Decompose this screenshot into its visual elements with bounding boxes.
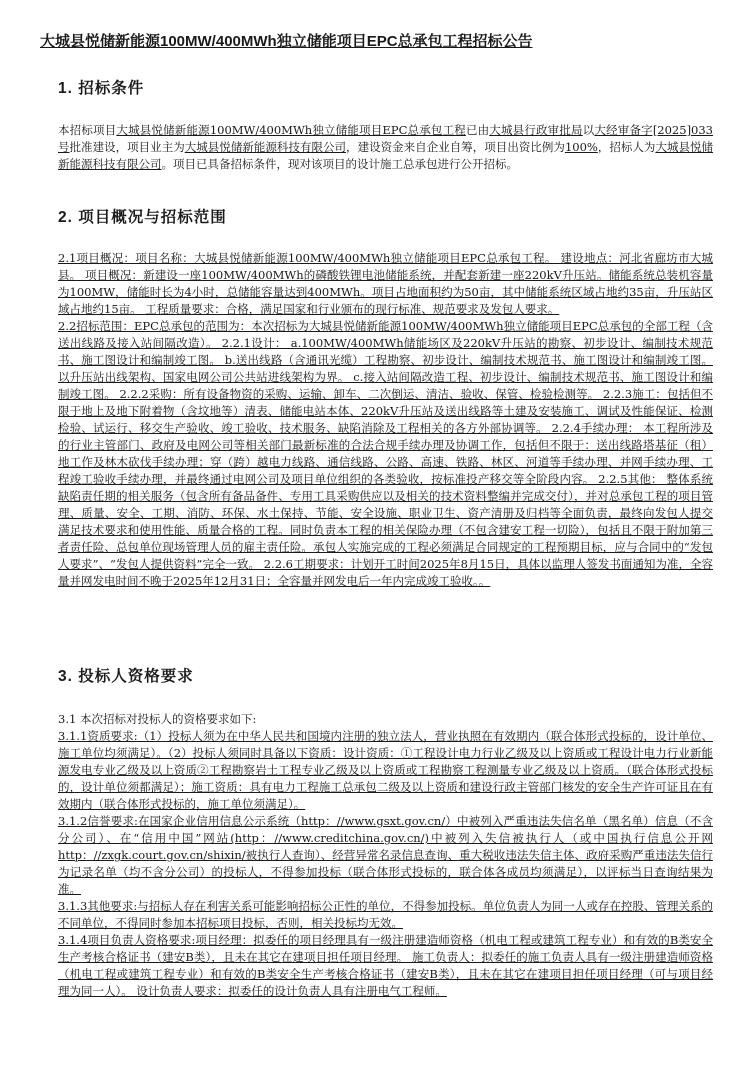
section-2-content: [58, 250, 713, 590]
section-heading-1: 1. 招标条件: [58, 80, 145, 97]
s1-tenderer: 大城县悦储新能源科技有限公司: [58, 140, 714, 171]
section-3-content: [58, 711, 713, 1000]
s1-text: 已由: [465, 123, 490, 137]
section-1-paragraph: [58, 122, 713, 173]
s1-text: 批准建设，项目业主为: [69, 140, 185, 154]
requirements-intro: 3.1 本次招标对投标人的资格要求如下:: [58, 712, 257, 726]
s1-owner: 大城县悦储新能源科技有限公司: [184, 140, 347, 154]
section-heading-2: 2. 项目概况与招标范围: [58, 209, 227, 226]
section-heading-3: 3. 投标人资格要求: [58, 668, 194, 685]
s1-text: 。项目已具备招标条件，现对该项目的设计施工总承包进行公开招标。: [161, 157, 518, 171]
requirement-credit: 3.1.2信誉要求:在国家企业信用信息公示系统（http：//www.gsxt.gov.cn/）中被列入严重违法失信名单（黑名单）信息（不含分公司）、在“信用中国”网站(http：//www.creditchina.gov.cn/)中被列入失信被执行人（或中国执行信息公开网http：//zxgk.court.gov.cn/shixin/被执行人查询）、经营异常名录信息查询、重大税收违法失信主体、政府采购严重违法失信行为记录名单（均不含分公司）的投标人，不得参加投标（联合体形式投标的，联合体各成员均须满足），以评标当日查询结果为准。: [58, 814, 713, 896]
s1-approver: 大城县行政审批局: [489, 123, 583, 137]
s1-text: 以: [582, 123, 595, 137]
s1-text: ，建设资金来自企业自筹，项目出资比例为: [346, 140, 565, 154]
s1-doc-no: 大经审备字[2025]033号: [58, 123, 714, 154]
s1-text: 本招标项目: [58, 123, 117, 137]
s1-project: 大城县悦储新能源100MW/400MWh独立储能项目EPC总承包工程: [116, 123, 466, 137]
s1-ratio: 100%: [564, 140, 598, 154]
requirement-qualification: 3.1.1资质要求:（1）投标人须为在中华人民共和国境内注册的独立法人，营业执照在有效期内（联合体形式投标的，设计单位、施工单位均须满足）。（2）投标人须同时具备以下资质：设计资质：①工程设计电力行业乙级及以上资质或工程设计电力行业新能源发电专业乙级及以上资质②工程勘察岩土工程专业乙级及以上资质或工程勘察工程测量专业乙级及以上资质。（联合体形式投标的，设计单位须都满足）；施工资质：具有电力工程施工总承包二级及以上资质和建设行政主管部门核发的安全生产许可证且在有效期内（联合体形式投标的，施工单位须满足）。: [58, 729, 713, 811]
project-overview: 2.1项目概况：项目名称：大城县悦储新能源100MW/400MWh独立储能项目EPC总承包工程。 建设地点：河北省廊坊市大城县。 项目概况：新建设一座100MW/400MWh的磷酸铁锂电池储能系统，并配套新建一座220kV升压站。储能系统总装机容量为100MW，储能时长为4小时，总储能容量达到400MWh。项目占地面积约为50亩，其中储能系统区域占地约35亩，升压站区域占地约15亩。 工程质量要求：合格，满足国家和行业颁布的现行标准、规范要求及发包人要求。: [58, 251, 713, 316]
document-title: 大城县悦储新能源100MW/400MWh独立储能项目EPC总承包工程招标公告: [40, 33, 533, 50]
requirement-personnel: 3.1.4项目负责人资格要求:项目经理：拟委任的项目经理具有一级注册建造师资格（机电工程或建筑工程专业）和有效的B类安全生产考核合格证书（建安B类），且未在其它在建项目担任项目经理。 施工负责人：拟委任的施工负责人具有一级注册建造师资格（机电工程或建筑工程专业）和有效的B类安全生产考核合格证书（建安B类），且未在其它在建项目担任项目经理（可与项目经理为同一人）。 设计负责人要求：拟委任的设计负责人具有注册电气工程师。: [58, 933, 713, 998]
requirement-other: 3.1.3其他要求:与招标人存在利害关系可能影响招标公正性的单位，不得参加投标。单位负责人为同一人或存在控股、管理关系的不同单位，不得同时参加本招标项目投标，否则，相关投标均无效。: [58, 899, 713, 930]
tender-scope: 2.2招标范围：EPC总承包的范围为：本次招标为大城县悦储新能源100MW/400MWh独立储能项目EPC总承包的全部工程（含送出线路及接入站间隔改造）。 2.2.1设计： a.100MW/400MWh储能场区及220kV升压站的勘察、初步设计、编制技术规范书、施工图设计和编制竣工图。 b.送出线路（含通讯光缆）工程勘察、初步设计、编制技术规范书、施工图设计和编制竣工图。以升压站出线架构、国家电网公司公共站进线架构为界。 c.接入站间隔改造工程、初步设计、编制技术规范书、施工图设计和编制竣工图。 2.2.2采购：所有设备物资的采购、运输、卸车、二次倒运、清洁、验收、保管、检验检测等。 2.2.3施工：包括但不限于地上及地下附着物（含坟地等）清表、储能电站本体、220kV升压站及送出线路等土建及安装施工、调试及性能保证、检测检验、试运行、移交生产验收、竣工验收、技术服务、缺陷消除及工程相关的各方外部协调等。 2.2.4手续办理： 本工程所涉及的行业主管部门、政府及电网公司等相关部门最新标准的合法合规手续办理及协调工作，包括但不限于：送出线路塔基征（租）地工作及林木砍伐手续办理；穿（跨）越电力线路、通信线路、公路、高速、铁路、林区、河道等手续办理、并网手续办理、工程竣工验收手续办理，并最终通过电网公司及项目单位组织的各类验收，按标准投产移交等全阶段内容。 2.2.5其他： 整体系统缺陷责任期的相关服务（包含所有备品备件、专用工具采购供应以及相关的技术资料整编并完成交付），并对总承包工程的项目管理、质量、安全、工期、消防、环保、水土保持、节能、安全设施、职业卫生、资产清册及归档等全面负责，最终向发包人提交满足技术要求和使用性能、质量合格的工程。同时负责本工程的相关保险办理（不包含建安工程一切险），包括且不限于附加第三者责任险、总包单位现场管理人员的雇主责任险。承包人实施完成的工程必须满足合同规定的工程预期目标，应与合同中的“发包人要求”、“发包人提供资料”完全一致。 2.2.6工期要求：计划开工时间2025年8月15日，具体以监理人签发书面通知为准，全容量并网发电时间不晚于2025年12月31日；全容量并网发电后一年内完成竣工验收。。: [58, 319, 713, 588]
s1-text: ，招标人为: [597, 140, 656, 154]
